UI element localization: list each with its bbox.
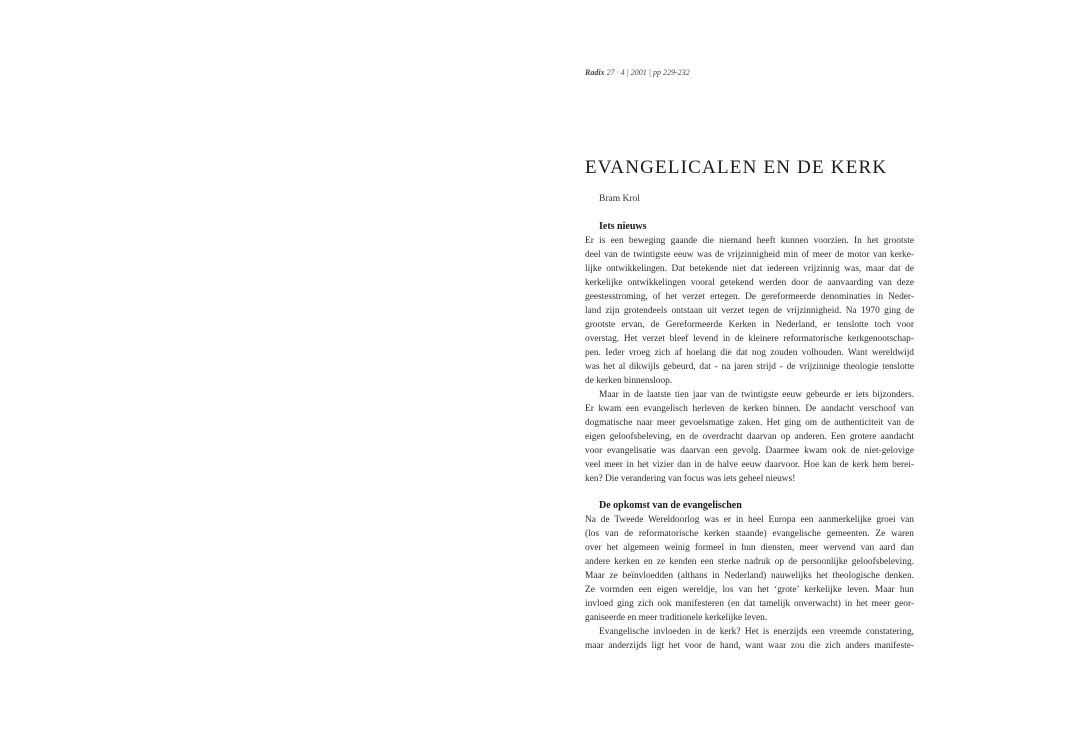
- paragraph: [585, 625, 914, 653]
- text-line: over het algemeen weinig formeel in hun diensten, meer wervend van aard dan: [585, 543, 914, 553]
- text-line: geestesstroming, of het verzet ertegen. De gereformeerde denominaties in Neder-: [585, 292, 914, 302]
- text-line: Na de Tweede Wereldoorlog was er in heel Europa een aanmerkelijke groei van: [585, 515, 914, 525]
- paragraph: [585, 234, 914, 388]
- text-line: maar anderzijds ligt het voor de hand, want waar zou die zich anders manifeste-: [585, 641, 914, 651]
- journal-name: Radix: [585, 68, 605, 77]
- citation: 27 · 4 | 2001 | pp 229-232: [606, 68, 690, 77]
- text-line: eigen geloofsbeleving, en de overdracht daarvan op anderen. Een grotere aandacht: [585, 432, 914, 442]
- paragraph: [585, 513, 914, 625]
- text-line: Maar ze beïnvloedden (althans in Nederland) nauwelijks het theologische denken.: [585, 571, 914, 581]
- text-line: Er kwam een evangelisch herleven de kerken binnen. De aandacht verschoof van: [585, 404, 914, 414]
- text-line: voor evangelisatie was daarvan een gevolg. Daarmee kwam ook de niet-gelovige: [585, 446, 914, 456]
- running-header: [585, 68, 690, 77]
- text-line: Er is een beweging gaande die niemand heeft kunnen voorzien. In het grootste: [585, 236, 914, 246]
- text-line: Evangelische invloeden in de kerk? Het is enerzijds een vreemde constatering,: [599, 627, 914, 637]
- text-line: overstag. Het verzet bleef levend in de kleinere reformatorische kerkgenootschap-: [585, 334, 914, 344]
- text-line: de kerken binnensloop.: [585, 376, 673, 386]
- text-line: land zijn grotendeels ontstaan uit verzet tegen de vrijzinnigheid. Na 1970 ging de: [585, 306, 914, 316]
- text-line: deel van de twintigste eeuw was de vrijzinnigheid min of meer de motor van kerke-: [585, 250, 914, 260]
- text-line: veel meer in het vizier dan in de halve eeuw daarvoor. Hoe kan de kerk hem berei-: [585, 460, 914, 470]
- text-line: ken? Die verandering van focus was iets geheel nieuws!: [585, 474, 796, 484]
- text-line: pen. Ieder vroeg zich af hoelang die dat nog zouden volhouden. Want wereldwijd: [585, 348, 914, 358]
- paragraph: [585, 388, 914, 486]
- text-line: dogmatische naar meer gevoelsmatige zaken. Het ging om de authenticiteit van de: [585, 418, 914, 428]
- text-line: ganiseerde en meer traditionele kerkelijke leven.: [585, 613, 768, 623]
- text-line: (los van de reformatorische kerken staande) evangelische gemeenten. Ze waren: [585, 529, 914, 539]
- text-line: Ze vormden een eigen wereldje, los van het ‘grote’ kerkelijke leven. Maar hun: [585, 585, 914, 595]
- text-line: kerkelijke ontwikkelingen vooral getekend werden door de aanvaarding van deze: [585, 278, 914, 288]
- article-author: Bram Krol: [599, 194, 640, 204]
- text-line: lijke ontwikkelingen. Dat betekende niet dat iedereen vrijzinnig was, maar dat de: [585, 264, 914, 274]
- text-line: Maar in de laatste tien jaar van de twintigste eeuw gebeurde er iets bijzonders.: [599, 390, 914, 400]
- article-title: EVANGELICALEN EN DE KERK: [585, 157, 888, 178]
- text-line: invloed ging zich ook manifesteren (en dat tamelijk onverwacht) in het meer geor-: [585, 599, 914, 609]
- section-heading: Iets nieuws: [599, 221, 647, 232]
- text-line: andere kerken en ze kenden een sterke nadruk op de persoonlijke geloofsbeleving.: [585, 557, 914, 567]
- text-line: was het al dikwijls gebeurd, dat - na jaren strijd - de vrijzinnige theologie tenslotte: [585, 362, 914, 372]
- section-heading: De opkomst van de evangelischen: [599, 500, 742, 511]
- text-line: grootste ervan, de Gereformeerde Kerken in Nederland, er tenslotte toch voor: [585, 320, 914, 330]
